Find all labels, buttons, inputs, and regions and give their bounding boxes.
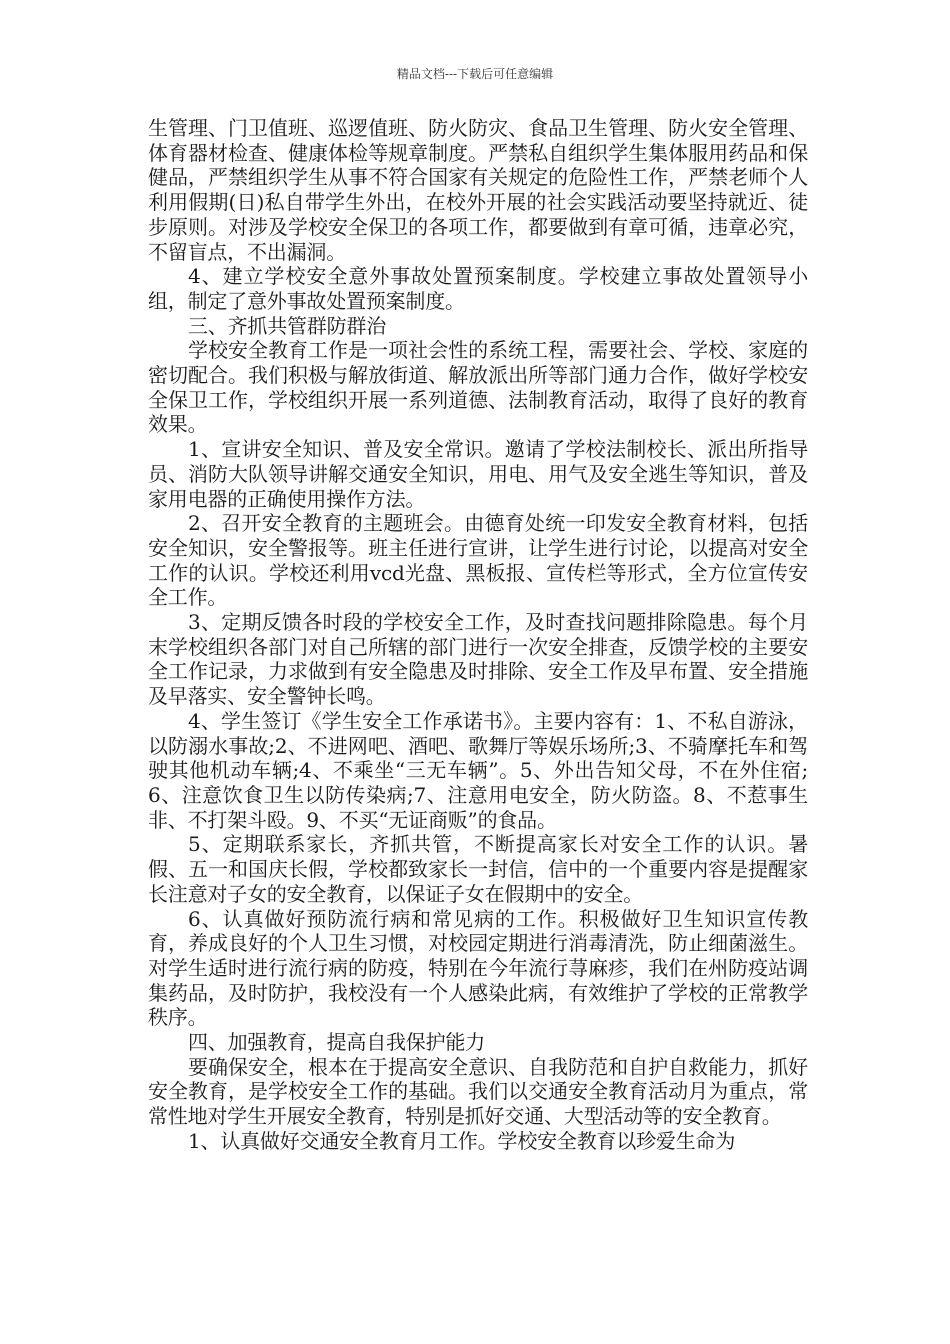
paragraph: 5、定期联系家长，齐抓共管，不断提高家长对安全工作的认识。暑假、五一和国庆长假，学校都致家长一封信，信中的一个重要内容是提醒家长注意对子女的安全教育，以保证子女在假期中的安全。 [148, 832, 808, 906]
paragraph: 4、学生签订《学生安全工作承诺书》。主要内容有：1、不私自游泳，以防溺水事故;2、不进网吧、酒吧、歌舞厅等娱乐场所;3、不骑摩托车和驾驶其他机动车辆;4、不乘坐“三无车辆”。5、外出告知父母，不在外住宿;6、注意饮食卫生以防传染病;7、注意用电安全，防火防盗。8、不惹事生非、不打架斗殴。9、不买“无证商贩”的食品。 [148, 708, 808, 832]
paragraph: 2、召开安全教育的主题班会。由德育处统一印发安全教育材料，包括安全知识，安全警报等。班主任进行宣讲，让学生进行讨论，以提高对安全工作的认识。学校还利用vcd光盘、黑板报、宣传栏等形式，全方位宣传安全工作。 [148, 511, 808, 610]
section-heading: 四、加强教育，提高自我保护能力 [188, 1030, 485, 1055]
document-body [148, 116, 808, 1154]
paragraph: 学校安全教育工作是一项社会性的系统工程，需要社会、学校、家庭的密切配合。我们积极与解放街道、解放派出所等部门通力合作，做好学校安全保卫工作，学校组织开展一系列道德、法制教育活动，取得了良好的教育效果。 [148, 338, 808, 437]
paragraph: 6、认真做好预防流行病和常见病的工作。积极做好卫生知识宣传教育，养成良好的个人卫生习惯，对校园定期进行消毒清洗，防止细菌滋生。对学生适时进行流行病的防疫，特别在今年流行荨麻疹，我们在州防疫站调集药品，及时防护，我校没有一个人感染此病，有效维护了学校的正常教学秩序。 [148, 906, 808, 1030]
paragraph: 4、建立学校安全意外事故处置预案制度。学校建立事故处置领导小组，制定了意外事故处置预案制度。 [148, 264, 808, 313]
section-heading: 三、齐抓共管群防群治 [188, 313, 386, 338]
paragraph: 要确保安全，根本在于提高安全意识、自我防范和自护自救能力，抓好安全教育，是学校安全工作的基础。我们以交通安全教育活动月为重点，常常性地对学生开展安全教育，特别是抓好交通、大型活动等的安全教育。 [148, 1054, 808, 1129]
paragraph: 1、宣讲安全知识、普及安全常识。邀请了学校法制校长、派出所指导员、消防大队领导讲解交通安全知识，用电、用气及安全逃生等知识，普及家用电器的正确使用操作方法。 [148, 437, 808, 511]
page-header: 精品文档---下载后可任意编辑 [396, 67, 554, 81]
paragraph: 3、定期反馈各时段的学校安全工作，及时查找问题排除隐患。每个月末学校组织各部门对自己所辖的部门进行一次安全排查，反馈学校的主要安全工作记录，力求做到有安全隐患及时排除、安全工作及早布置、安全措施及早落实、安全警钟长鸣。 [148, 610, 808, 709]
paragraph: 生管理、门卫值班、巡逻值班、防火防灾、食品卫生管理、防火安全管理、体育器材检查、健康体检等规章制度。严禁私自组织学生集体服用药品和保健品，严禁组织学生从事不符合国家有关规定的危险性工作，严禁老师个人利用假期(日)私自带学生外出，在校外开展的社会实践活动要坚持就近、徒步原则。对涉及学校安全保卫的各项工作，都要做到有章可循，违章必究，不留盲点，不出漏洞。 [148, 116, 808, 264]
paragraph: 1、认真做好交通安全教育月工作。学校安全教育以珍爱生命为 [188, 1128, 736, 1153]
